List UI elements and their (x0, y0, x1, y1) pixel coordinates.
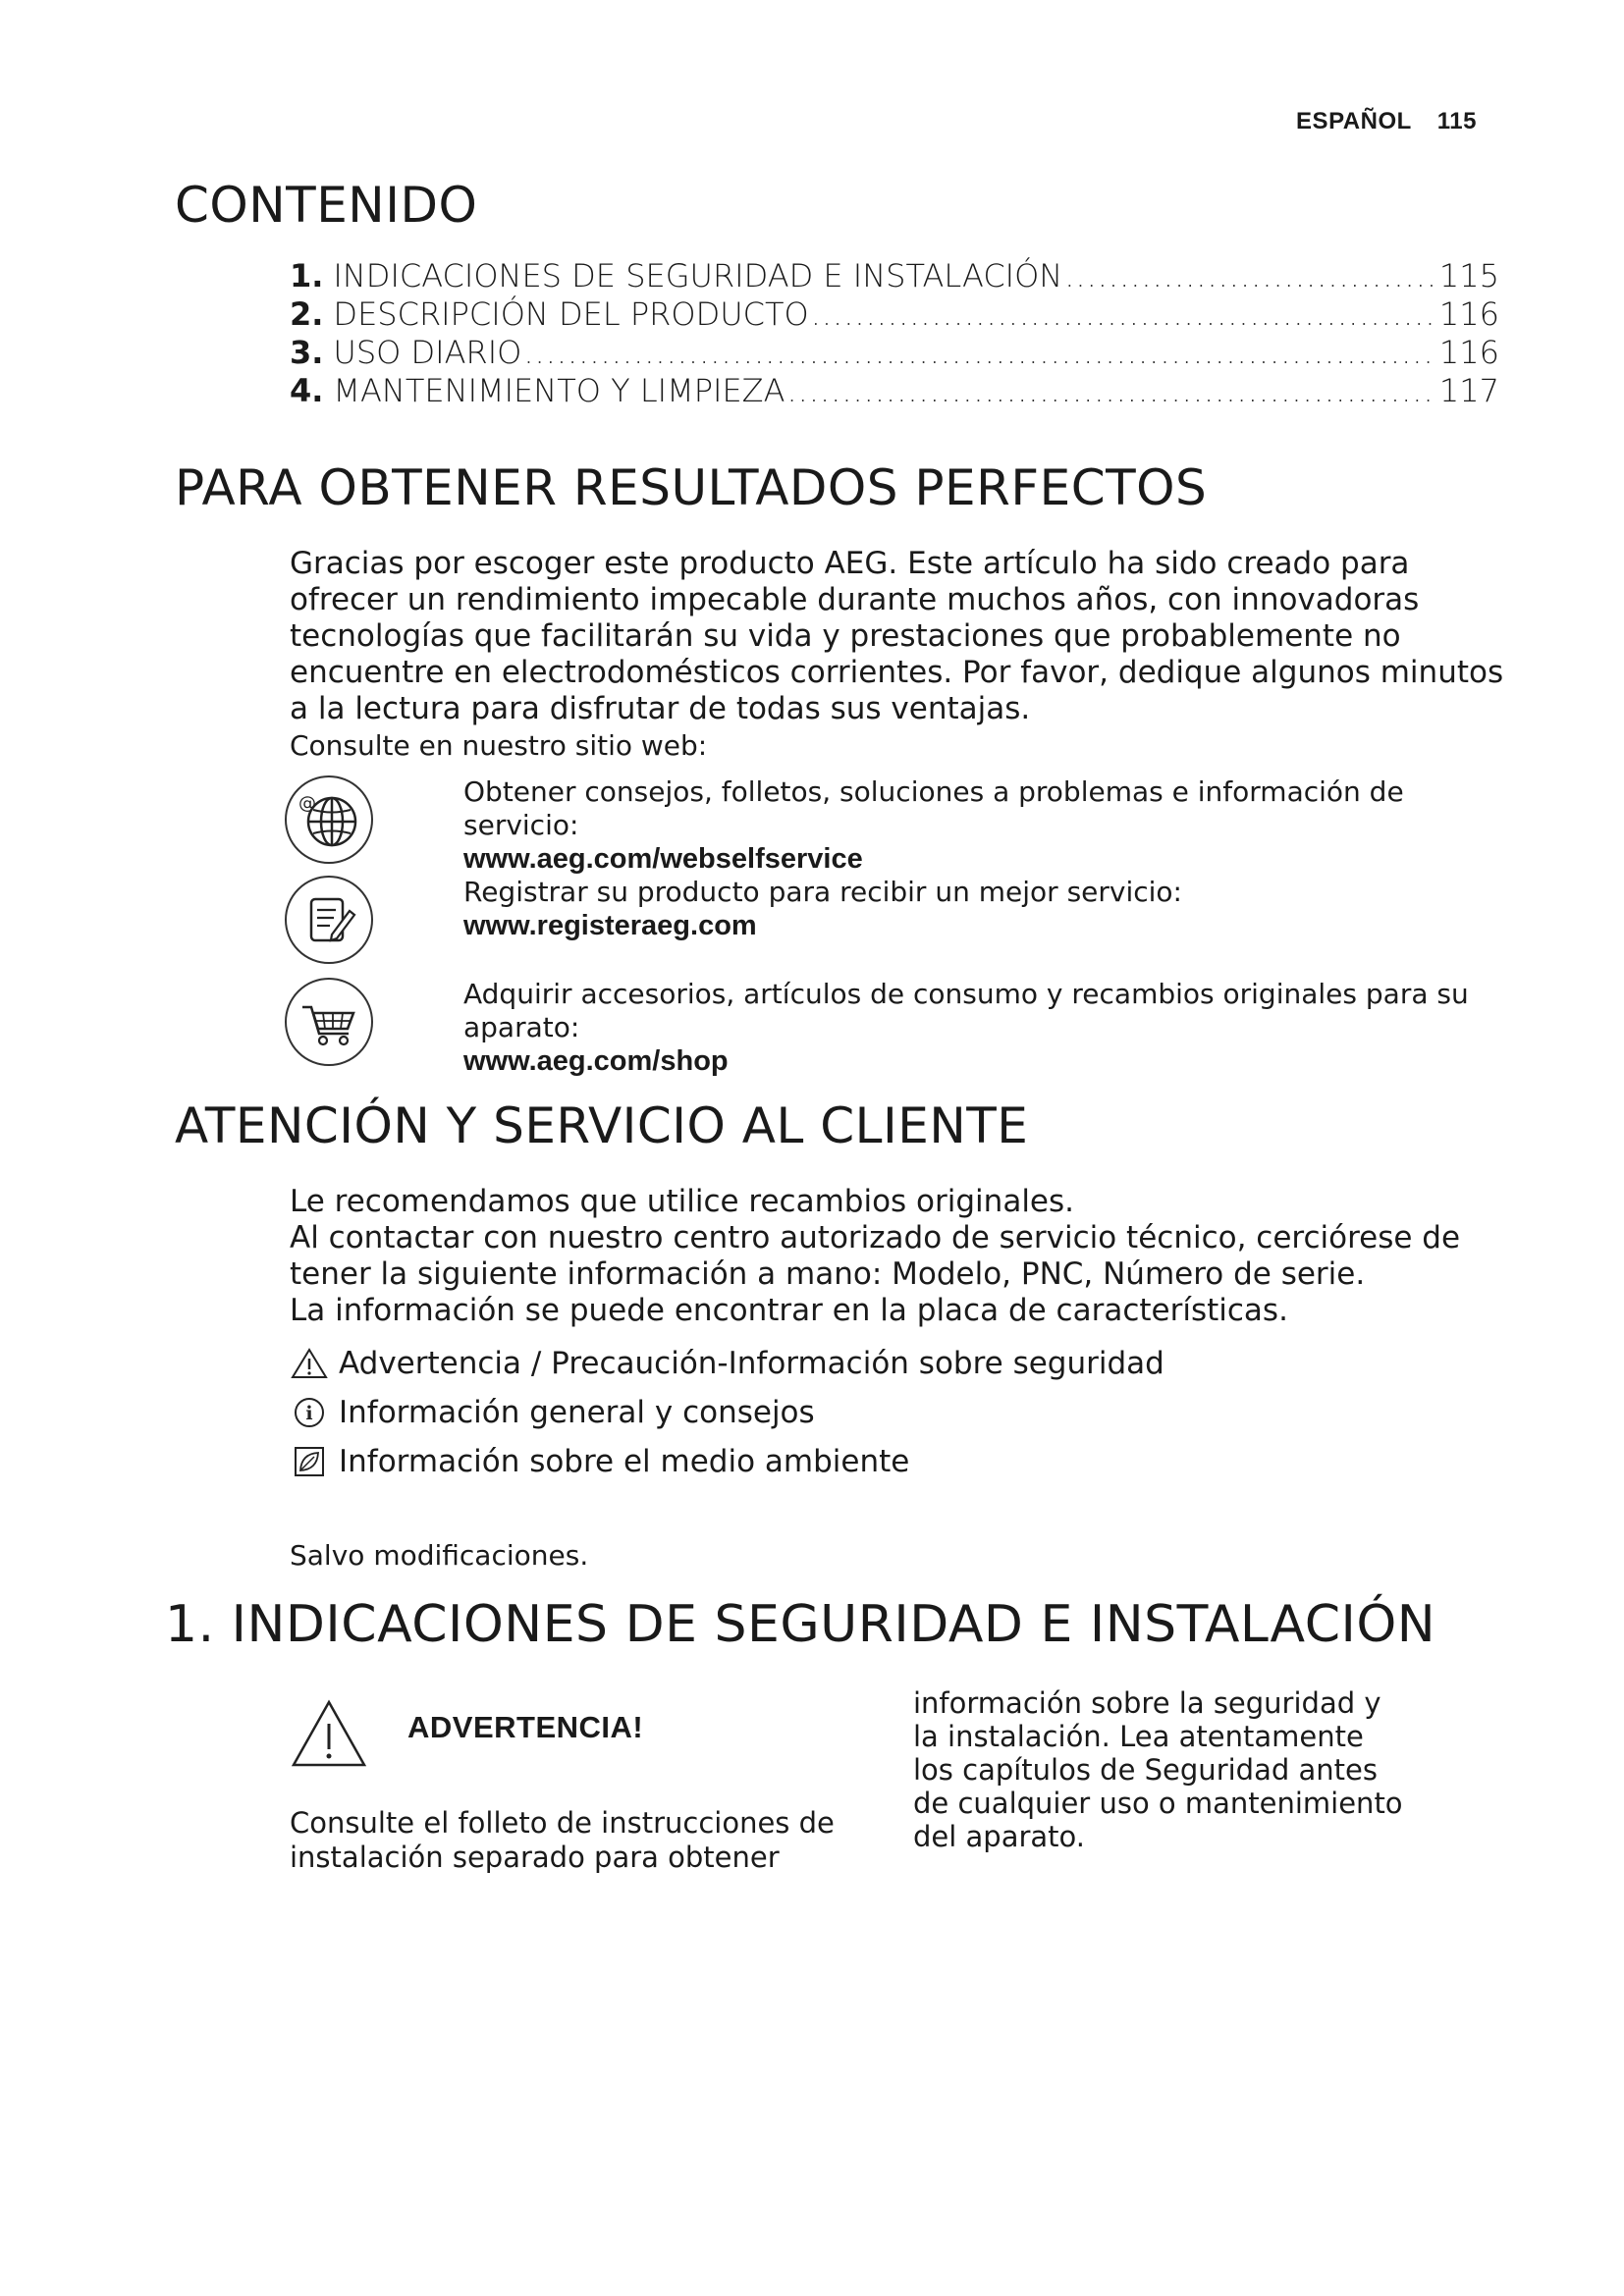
toc-leader-dots (811, 295, 1435, 333)
service-line: Le recomendamos que utilice recambios originales. (290, 1184, 1075, 1219)
toc-item-number: 2. (290, 295, 324, 333)
webselfservice-link[interactable]: www.aeg.com/webselfservice (463, 843, 863, 875)
toc-leader-dots (786, 372, 1435, 409)
toc-leader-dots (1064, 257, 1435, 294)
modifications-note: Salvo modificaciones. (290, 1539, 589, 1572)
warning-triangle-icon (290, 1698, 368, 1773)
toc-item-page: 115 (1438, 257, 1499, 294)
toc-item-number: 3. (290, 334, 324, 371)
toc-item-page: 116 (1438, 334, 1499, 371)
environment-leaf-icon (290, 1444, 329, 1479)
toc-item-number: 1. (290, 257, 324, 294)
toc-item-number: 4. (290, 372, 324, 409)
intro-text (290, 546, 1507, 764)
service-line: Al contactar con nuestro centro autorizado de servicio técnico, cerciórese de tener la siguiente información a mano: Modelo, PNC, Número de serie. (290, 1220, 1461, 1292)
legend-row (290, 1388, 1507, 1437)
table-of-contents (290, 257, 1499, 410)
legend-text: Información sobre el medio ambiente (339, 1443, 910, 1479)
info-icon (290, 1395, 329, 1430)
warning-text: Consulte el folleto de instrucciones de instalación separado para obtener (290, 1806, 835, 1874)
legend-row (290, 1339, 1507, 1388)
consult-website-text: Consulte en nuestro sitio web: (290, 729, 708, 762)
service-text: Obtener consejos, folletos, soluciones a problemas e información de servicio: (463, 775, 1404, 841)
toc-item-1[interactable] (290, 257, 1499, 295)
toc-item-3[interactable] (290, 334, 1499, 372)
toc-item-4[interactable] (290, 372, 1499, 410)
legend-text: Advertencia / Precaución-Información sobre seguridad (339, 1345, 1164, 1381)
register-link[interactable]: www.registeraeg.com (463, 910, 757, 941)
toc-leader-dots (523, 334, 1435, 371)
toc-item-label: INDICACIONES DE SEGURIDAD E INSTALACIÓN (333, 257, 1063, 294)
svg-text:@: @ (298, 793, 316, 814)
toc-item-label: DESCRIPCIÓN DEL PRODUCTO (333, 295, 809, 333)
toc-item-2[interactable] (290, 295, 1499, 334)
shopping-cart-icon (285, 978, 373, 1066)
customer-service-title: ATENCIÓN Y SERVICIO AL CLIENTE (175, 1097, 1029, 1154)
header-page-number: 115 (1436, 108, 1477, 134)
shop-link[interactable]: www.aeg.com/shop (463, 1045, 729, 1077)
service-text: Registrar su producto para recibir un mejor servicio: (463, 876, 1182, 908)
safety-continuation-text: información sobre la seguridad y la instalación. Lea atentamente los capítulos de Seguridad antes de cualquier uso o mantenimiento del aparato. (913, 1686, 1403, 1853)
globe-icon (285, 775, 373, 864)
legend-row (290, 1437, 1507, 1486)
page-header (1296, 108, 1477, 135)
perfect-results-title: PARA OBTENER RESULTADOS PERFECTOS (175, 459, 1208, 516)
toc-item-label: MANTENIMIENTO Y LIMPIEZA (333, 372, 785, 409)
toc-item-page: 117 (1438, 372, 1499, 409)
legend-text: Información general y consejos (339, 1394, 815, 1430)
warning-triangle-icon (290, 1346, 329, 1381)
register-document-icon (285, 876, 373, 964)
symbol-legend (290, 1339, 1507, 1486)
safety-section-title: 1. INDICACIONES DE SEGURIDAD E INSTALACIÓN (165, 1595, 1436, 1654)
contents-title: CONTENIDO (175, 177, 478, 234)
svg-text:i: i (305, 1403, 313, 1424)
toc-item-page: 116 (1438, 295, 1499, 333)
service-text: Adquirir accesorios, artículos de consumo y recambios originales para su aparato: (463, 978, 1469, 1043)
service-line: La información se puede encontrar en la placa de características. (290, 1293, 1288, 1328)
intro-paragraph: Gracias por escoger este producto AEG. Este artículo ha sido creado para ofrecer un rendimiento impecable durante muchos años, con innovadoras tecnologías que facilitarán su vida y prestaciones que probablemente no encuentre en electrodomésticos corrientes. Por favor, dedique algunos minutos a la lectura para disfrutar de todas sus ventajas. (290, 546, 1504, 726)
customer-service-text (290, 1184, 1507, 1574)
header-language: ESPAÑOL (1296, 108, 1412, 134)
warning-label: ADVERTENCIA! (407, 1710, 644, 1744)
toc-item-label: USO DIARIO (333, 334, 522, 371)
